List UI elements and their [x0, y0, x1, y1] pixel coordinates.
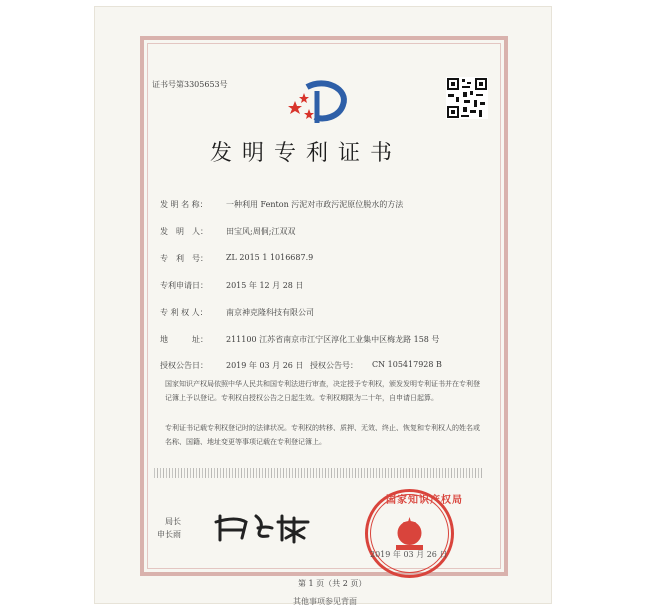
- barcode-strip: [154, 468, 484, 478]
- director-name: 申长雨: [157, 530, 181, 539]
- grant-date: 2019 年 03 月 26 日: [226, 361, 304, 370]
- address-label: 地 址：: [160, 335, 208, 344]
- address: 211100 江苏省南京市江宁区淳化工业集中区梅龙路 158 号: [226, 335, 440, 344]
- page-number: 第 1 页（共 2 页）: [298, 579, 367, 588]
- paragraph-1: 国家知识产权局依照中华人民共和国专利法进行审查，决定授予专利权，颁发发明专利证书并在专利登记簿上予以登记。专利权自授权公告之日起生效。专利权期限为二十年，自申请日起算。: [165, 380, 480, 402]
- grant-number: CN 105417928 B: [372, 360, 442, 369]
- inventor-label: 发 明 人：: [160, 227, 208, 236]
- certificate-number: 证书号第3305653号: [152, 80, 228, 89]
- patent-number: ZL 2015 1 1016687.9: [226, 253, 314, 262]
- inventor: 田宝风;周侗;江双双: [226, 227, 296, 236]
- patentee: 南京神克隆科技有限公司: [226, 308, 314, 317]
- director-title: 局长: [165, 517, 181, 526]
- grant-date-label: 授权公告日：: [160, 361, 208, 370]
- page-title: 发明专利证书: [210, 141, 403, 166]
- seal-text: 国家知识产权局: [386, 495, 463, 506]
- application-date-label: 专利申请日：: [160, 281, 208, 290]
- grant-number-label: 授权公告号：: [310, 361, 358, 370]
- patent-number-label: 专 利 号：: [160, 254, 208, 263]
- application-date: 2015 年 12 月 28 日: [226, 281, 304, 290]
- invention-name: 一种利用 Fenton 污泥对市政污泥原位脱水的方法: [226, 200, 404, 209]
- seal-date: 2019 年 03 月 26 日: [370, 550, 448, 559]
- invention-name-label: 发 明 名 称：: [160, 200, 208, 209]
- signature-image: [212, 508, 322, 548]
- footer-note: 其他事项参见背面: [293, 597, 357, 606]
- patentee-label: 专 利 权 人：: [160, 308, 208, 317]
- patent-office-logo-icon: [287, 75, 349, 133]
- paragraph-2: 专利证书记载专利权登记时的法律状况。专利权的转移、质押、无效、终止、恢复和专利权人的姓名或名称、国籍、地址变更等事项记载在专利登记簿上。: [165, 424, 480, 446]
- qr-code-icon: [446, 77, 488, 119]
